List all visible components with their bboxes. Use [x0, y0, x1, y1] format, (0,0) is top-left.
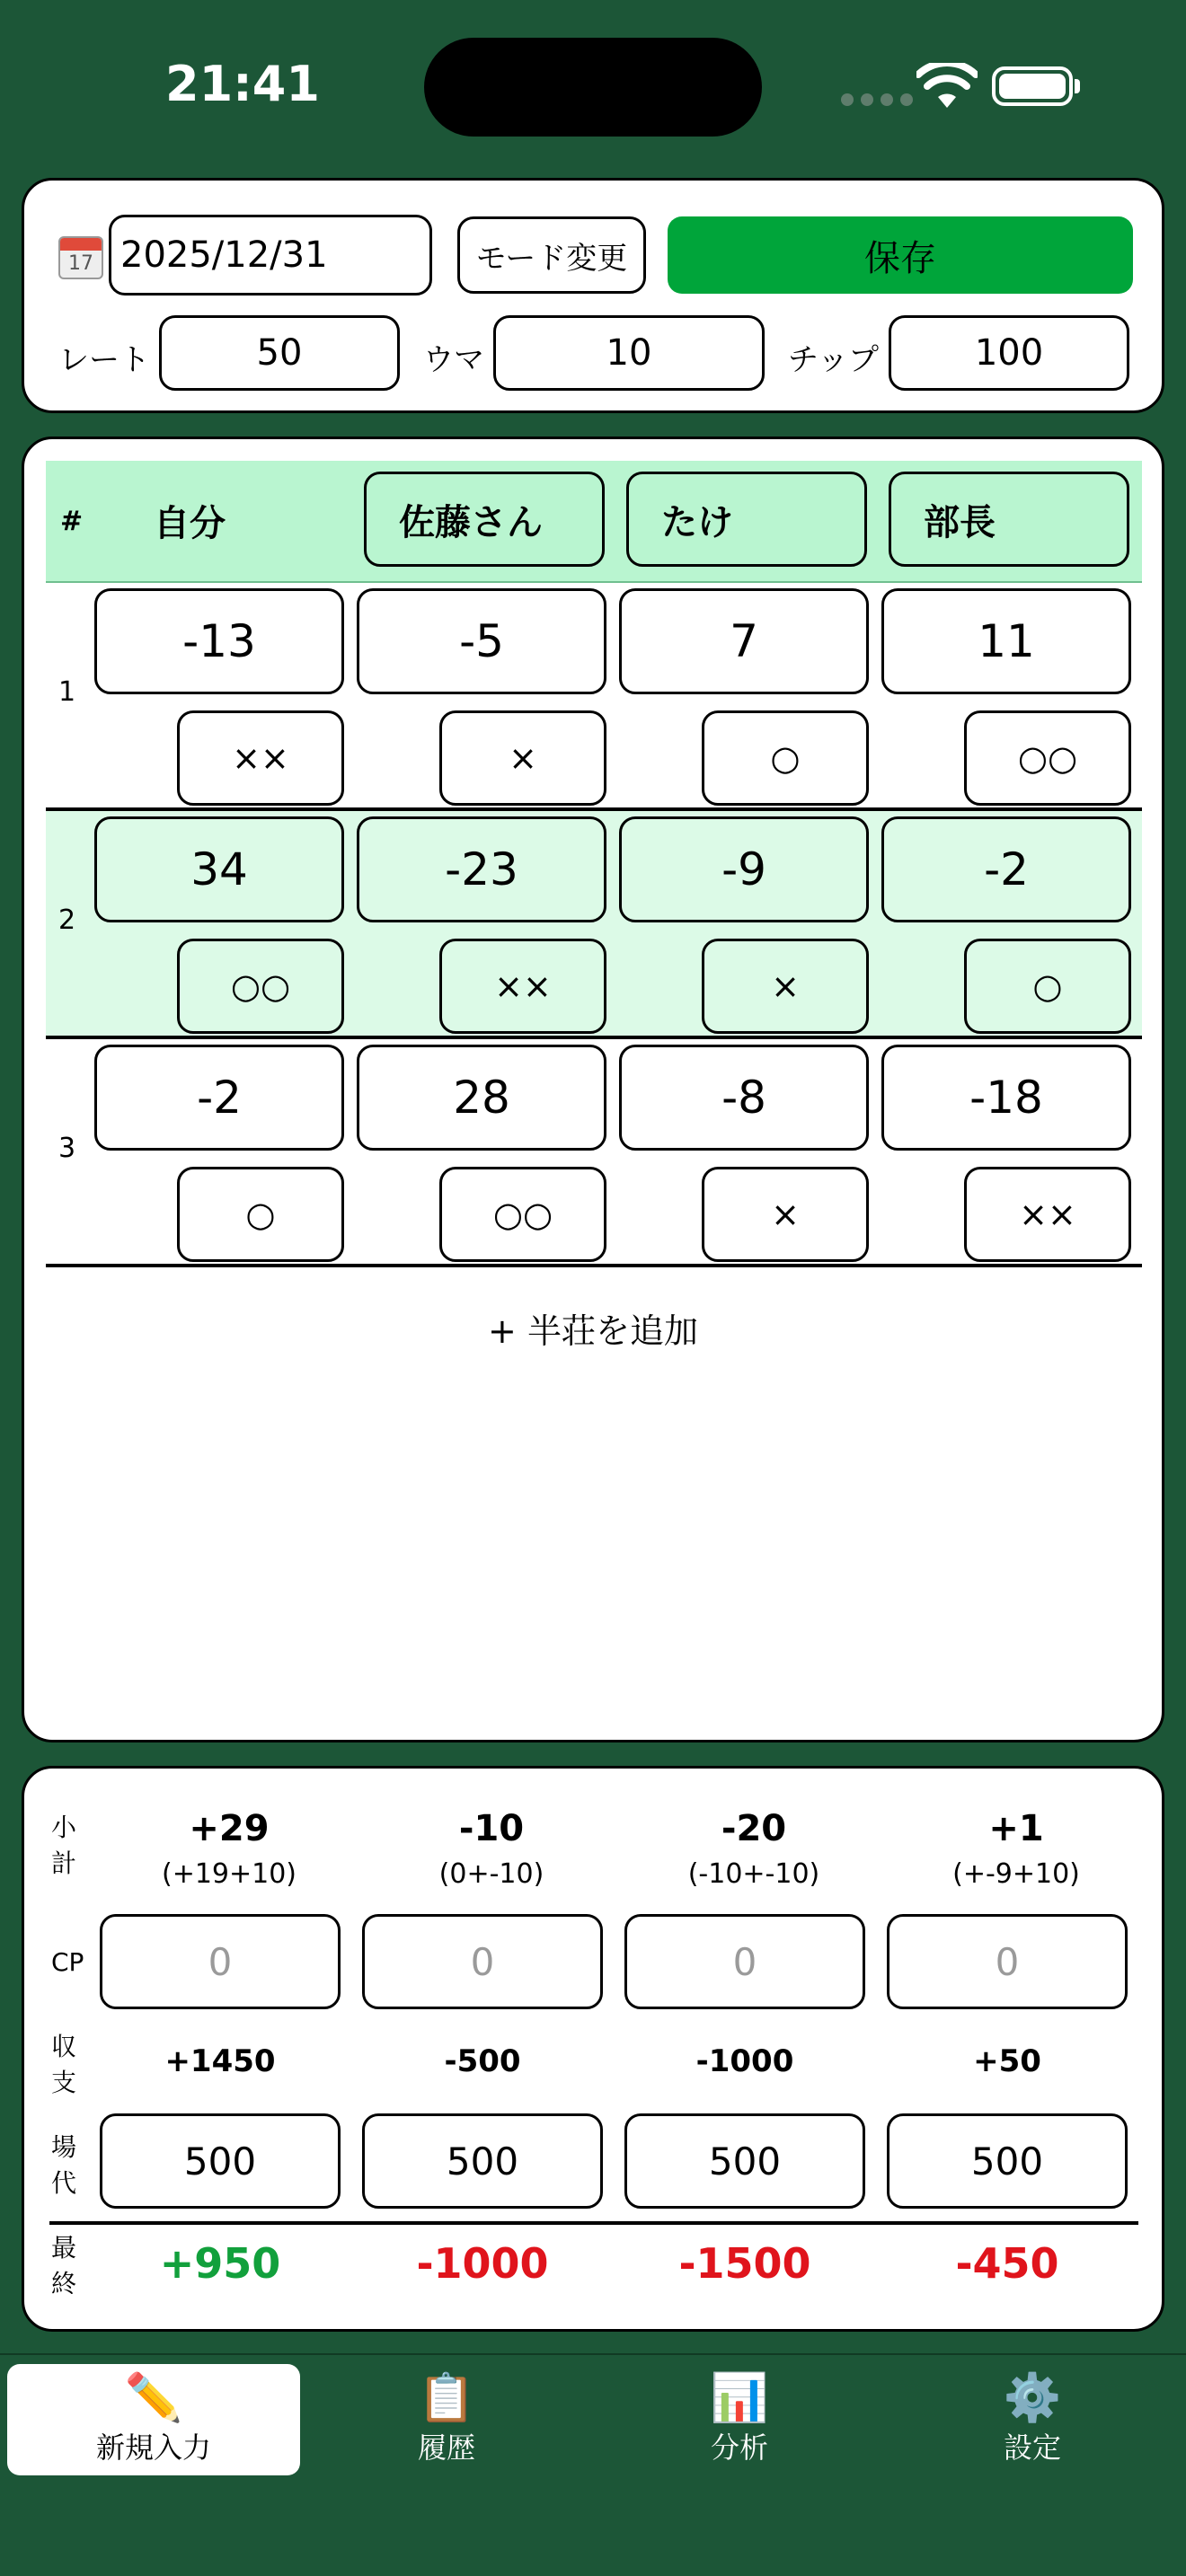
- player-name-field[interactable]: たけ: [626, 472, 867, 567]
- score-input[interactable]: 28: [357, 1045, 606, 1151]
- round-number: 3: [58, 1133, 76, 1164]
- uma-label: ウマ: [423, 342, 484, 378]
- round-row: [46, 811, 1142, 1039]
- dynamic-island: [424, 38, 762, 137]
- subtotal-breakdown: (+-9+10): [952, 1858, 1080, 1890]
- score-input[interactable]: -18: [881, 1045, 1131, 1151]
- subtotal-breakdown: (-10+-10): [687, 1858, 820, 1890]
- subtotal-breakdown: (+19+10): [161, 1858, 297, 1890]
- cp-input[interactable]: 0: [362, 1914, 603, 2009]
- tab-new-entry[interactable]: [7, 2364, 300, 2475]
- score-input[interactable]: -9: [619, 816, 869, 922]
- mode-change-button[interactable]: モード変更: [457, 216, 646, 294]
- save-button[interactable]: 保存: [668, 216, 1133, 294]
- gear-icon: ⚙️: [1003, 2371, 1062, 2425]
- mark-selector[interactable]: ××: [964, 1167, 1131, 1262]
- player-name-field[interactable]: 佐藤さん: [364, 472, 605, 567]
- score-input[interactable]: 7: [619, 588, 869, 694]
- balance-label: 収 支: [51, 2032, 77, 2097]
- score-input[interactable]: -5: [357, 588, 606, 694]
- score-table-card: [22, 437, 1164, 1742]
- balance-value: +1450: [164, 2043, 276, 2079]
- round-number: 1: [58, 676, 76, 708]
- mark-selector[interactable]: ×: [439, 710, 606, 806]
- mark-selector[interactable]: ○: [177, 1167, 344, 1262]
- subtotal-value: +1: [988, 1808, 1044, 1849]
- mark-selector[interactable]: ○○: [177, 939, 344, 1034]
- venue-fee-input[interactable]: 500: [100, 2113, 341, 2209]
- chip-input[interactable]: 100: [889, 315, 1129, 391]
- venue-fee-input[interactable]: 500: [362, 2113, 603, 2209]
- balance-value: -1000: [695, 2043, 794, 2079]
- tab-label: 履歴: [417, 2430, 475, 2465]
- uma-input[interactable]: 10: [493, 315, 765, 391]
- cp-label: CP: [51, 1947, 84, 1977]
- bar-chart-icon: 📊: [710, 2371, 769, 2425]
- tab-analysis[interactable]: [593, 2364, 886, 2475]
- tab-label: 分析: [710, 2430, 768, 2465]
- mark-selector[interactable]: ××: [177, 710, 344, 806]
- score-input[interactable]: 34: [94, 816, 344, 922]
- venue-fee-label: 場 代: [51, 2132, 77, 2198]
- final-label: 最 終: [51, 2233, 77, 2298]
- tab-label: 設定: [1003, 2430, 1061, 2465]
- tab-label: 新規入力: [95, 2430, 211, 2465]
- wifi-icon: [916, 63, 978, 110]
- subtotal-breakdown: (0+-10): [438, 1858, 544, 1890]
- divider: [49, 2221, 1138, 2225]
- score-input[interactable]: 11: [881, 588, 1131, 694]
- mark-selector[interactable]: ××: [439, 939, 606, 1034]
- final-amount: -1000: [416, 2239, 549, 2288]
- mark-selector[interactable]: ×: [702, 1167, 869, 1262]
- pencil-icon: ✏️: [124, 2371, 183, 2425]
- score-input[interactable]: -8: [619, 1045, 869, 1151]
- calendar-icon: 17: [58, 236, 103, 279]
- subtotal-value: -20: [721, 1808, 787, 1849]
- score-input[interactable]: -2: [881, 816, 1131, 922]
- cp-input[interactable]: 0: [624, 1914, 865, 2009]
- cp-input[interactable]: 0: [887, 1914, 1128, 2009]
- mark-selector[interactable]: ○○: [439, 1167, 606, 1262]
- venue-fee-input[interactable]: 500: [624, 2113, 865, 2209]
- date-field[interactable]: 2025/12/31: [109, 215, 432, 296]
- mark-selector[interactable]: ○: [964, 939, 1131, 1034]
- table-header: [46, 461, 1142, 583]
- round-number-header: #: [60, 506, 84, 537]
- subtotal-label: 小 計: [51, 1813, 77, 1878]
- summary-card: [22, 1766, 1164, 2332]
- chip-label: チップ: [788, 342, 879, 378]
- mark-selector[interactable]: ○: [702, 710, 869, 806]
- mark-selector[interactable]: ○○: [964, 710, 1131, 806]
- balance-value: +50: [973, 2043, 1041, 2079]
- balance-value: -500: [444, 2043, 521, 2079]
- tab-settings[interactable]: [886, 2364, 1179, 2475]
- round-row: [46, 1039, 1142, 1267]
- battery-tip: [1075, 79, 1080, 93]
- round-row: [46, 583, 1142, 811]
- player-name-field[interactable]: 部長: [889, 472, 1129, 567]
- subtotal-value: -10: [458, 1808, 525, 1849]
- subtotal-value: +29: [189, 1808, 270, 1849]
- status-time: 21:41: [165, 56, 320, 112]
- tab-history[interactable]: [300, 2364, 593, 2475]
- cellular-signal-icon: [841, 93, 913, 106]
- cp-input[interactable]: 0: [100, 1914, 341, 2009]
- rate-label: レート: [58, 342, 150, 378]
- rate-input[interactable]: 50: [159, 315, 400, 391]
- player-self-label: 自分: [154, 503, 226, 544]
- battery-icon: [992, 66, 1073, 106]
- final-amount: -450: [955, 2239, 1059, 2288]
- score-input[interactable]: -13: [94, 588, 344, 694]
- session-settings-card: [22, 178, 1164, 413]
- venue-fee-input[interactable]: 500: [887, 2113, 1128, 2209]
- final-amount: +950: [159, 2239, 281, 2288]
- add-round-button[interactable]: + 半荘を追加: [488, 1311, 698, 1351]
- mark-selector[interactable]: ×: [702, 939, 869, 1034]
- score-input[interactable]: -2: [94, 1045, 344, 1151]
- score-input[interactable]: -23: [357, 816, 606, 922]
- tab-bar: [0, 2353, 1186, 2576]
- final-amount: -1500: [678, 2239, 811, 2288]
- round-number: 2: [58, 904, 76, 936]
- clipboard-icon: 📋: [417, 2371, 476, 2425]
